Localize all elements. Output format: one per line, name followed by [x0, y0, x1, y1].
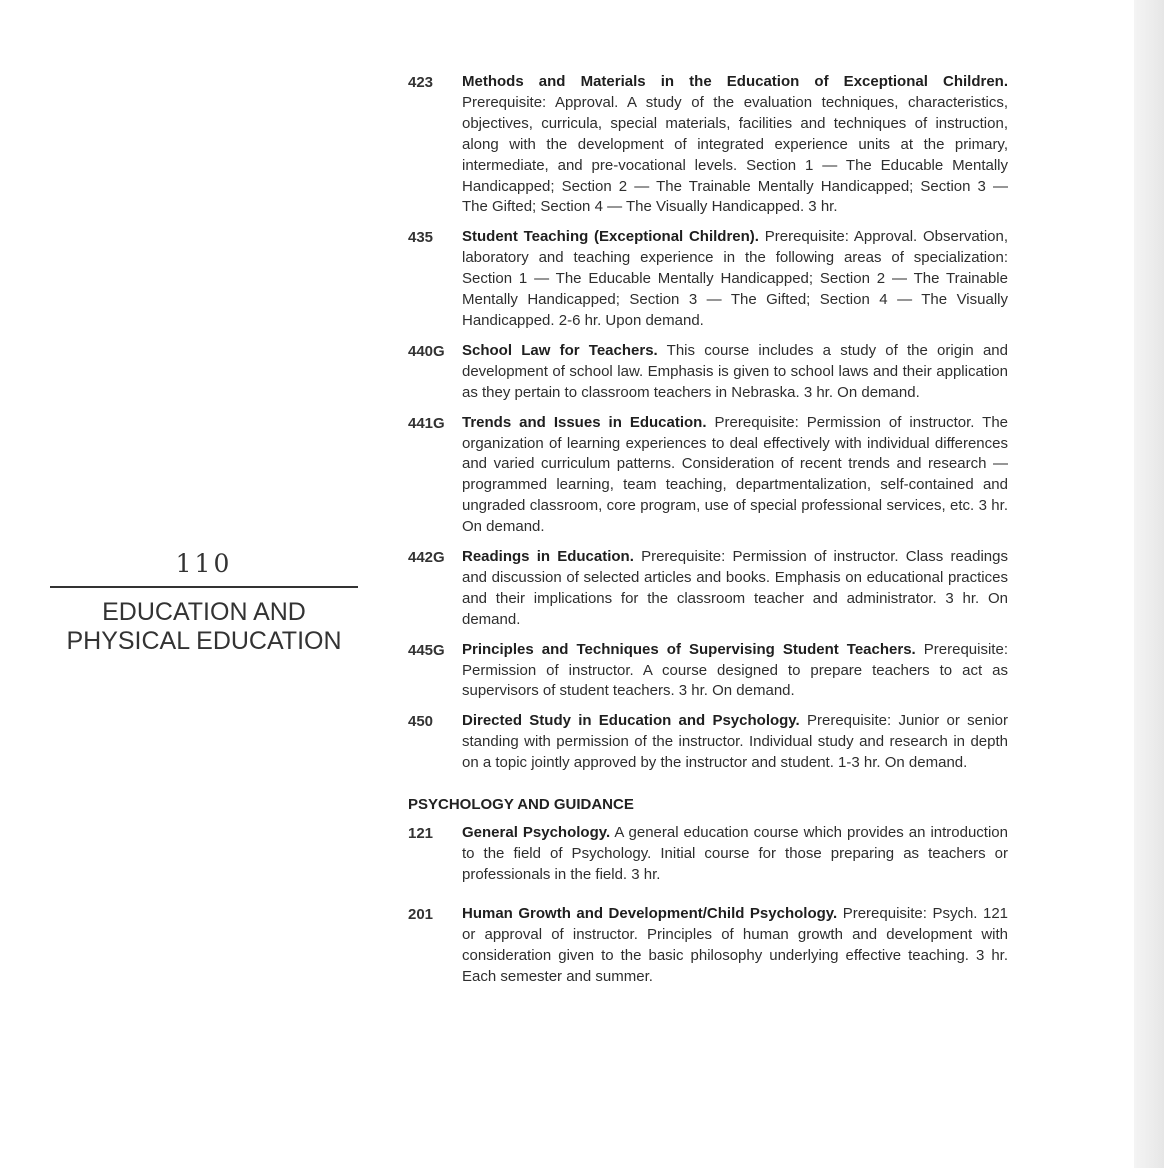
- side-divider: [50, 586, 358, 588]
- course-body: [462, 413, 1008, 538]
- course-title: Directed Study in Education and Psychology.: [462, 712, 800, 730]
- course-body: [462, 547, 1008, 631]
- course-number: 440G: [408, 342, 445, 360]
- course-entry: [408, 904, 1008, 988]
- course-number: 435: [408, 229, 434, 247]
- course-entry: [408, 341, 1008, 404]
- course-title: Readings in Education.: [462, 548, 634, 566]
- course-entry: [408, 227, 1008, 332]
- course-number: 441G: [408, 414, 445, 432]
- course-description: Prerequisite: Approval. A study of the evaluation techniques, characteristics, objectives, curricula, special materials, facilities and techniques of instruction, along with the development of integrated experience units at the primary, intermediate, and pre-vocational levels. Section 1 — The Educable Mentally Handicapped; Section 2 — The Trainable Mentally Handicapped; Section 3 — The Gifted; Section 4 — The Visually Handicapped. 3 hr.: [462, 93, 1008, 216]
- section-title-line-2: PHYSICAL EDUCATION: [66, 627, 342, 655]
- course-description: Prerequisite: Permission of instructor. The organization of learning experiences to deal effectively with individual differences and varied curriculum patterns. Consideration of recent trends and research — programmed learning, team teaching, departmentalization, self-contained and ungraded classroom, core program, use of special professional services, etc. 3 hr. On demand.: [462, 413, 1009, 536]
- course-number: 121: [408, 825, 434, 843]
- side-section-header: [50, 548, 358, 656]
- page-number: 110: [175, 549, 233, 578]
- course-description: A general education course which provides an introduction to the field of Psychology. Initial course for those preparing as teachers or professionals in the field. 3 hr.: [462, 824, 1008, 883]
- course-title: Methods and Materials in the Education of Exceptional Children.: [462, 73, 1008, 90]
- course-listing: [408, 72, 1008, 996]
- course-body: [462, 227, 1008, 332]
- course-description: Prerequisite: Psych. 121 or approval of instructor. Principles of human growth and development with consideration given to the basic philosophy underlying effective teaching. 3 hr. Each semester and summer.: [462, 904, 1009, 985]
- course-title: Principles and Techniques of Supervising Student Teachers.: [462, 640, 916, 658]
- section-title: [50, 598, 358, 656]
- page-edge-shadow: [1134, 0, 1164, 1168]
- course-number: 201: [408, 905, 434, 923]
- course-title: Student Teaching (Exceptional Children).: [462, 228, 759, 246]
- subsection-heading: PSYCHOLOGY AND GUIDANCE: [408, 796, 634, 814]
- course-title: School Law for Teachers.: [462, 341, 658, 359]
- course-description: Prerequisite: Permission of instructor. A course designed to prepare teachers to act as supervisors of student teachers. 3 hr. On demand.: [462, 640, 1008, 700]
- course-entry: [408, 640, 1008, 703]
- course-title: Trends and Issues in Education.: [462, 413, 707, 431]
- course-description: Prerequisite: Junior or senior standing with permission of the instructor. Individual study and research in depth on a topic jointly approved by the instructor and student. 1-3 hr. On demand.: [462, 712, 1009, 772]
- course-body: [462, 711, 1008, 774]
- course-number: 423: [408, 74, 434, 91]
- course-number: 450: [408, 713, 434, 731]
- course-entry: [408, 547, 1008, 631]
- course-entry: [408, 711, 1008, 774]
- course-body: [462, 72, 1008, 218]
- course-number: 445G: [408, 641, 445, 659]
- section-title-line-1: EDUCATION AND: [102, 598, 306, 626]
- course-entry: [408, 413, 1008, 538]
- course-description: Prerequisite: Approval. Observation, laboratory and teaching experience in the following areas of specialization: Section 1 — The Educable Mentally Handicapped; Section 2 — The Trainable Mentally Handicapped; Section 3 — The Gifted; Section 4 — The Visually Handicapped. 2-6 hr. Upon demand.: [462, 228, 1009, 329]
- course-body: [462, 823, 1008, 886]
- course-description: Prerequisite: Permission of instructor. Class readings and discussion of selected articles and books. Emphasis on educational practices and their implications for the classroom teacher and administrator. 3 hr. On demand.: [462, 548, 1008, 628]
- course-description: This course includes a study of the origin and development of school law. Emphasis is given to school laws and their application as they pertain to classroom teachers in Nebraska. 3 hr. On demand.: [462, 341, 1008, 401]
- course-entry: [408, 823, 1008, 886]
- course-entry: [408, 72, 1008, 218]
- course-title: Human Growth and Development/Child Psychology.: [462, 904, 838, 922]
- course-number: 442G: [408, 549, 445, 567]
- course-title: General Psychology.: [462, 824, 611, 842]
- course-body: [462, 640, 1008, 703]
- course-body: [462, 904, 1008, 988]
- course-body: [462, 341, 1008, 404]
